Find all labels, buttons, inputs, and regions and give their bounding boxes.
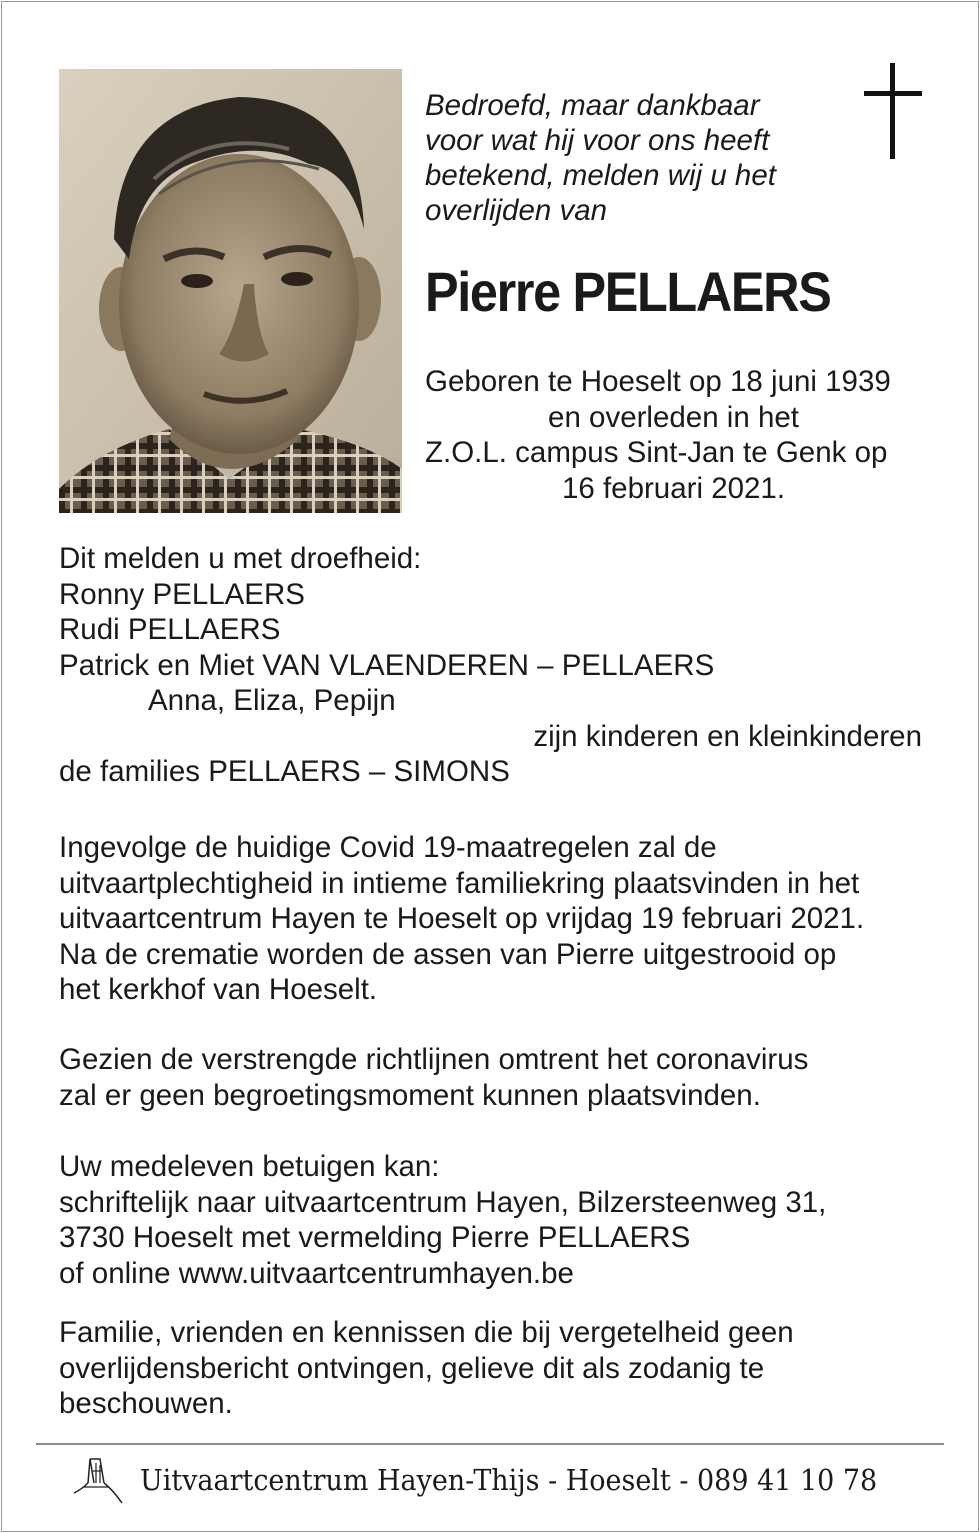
paragraph-line: uitvaartcentrum Hayen te Hoeselt op vrijdag 19 februari 2021. [59,902,865,935]
grandchildren-line: Anna, Eliza, Pepijn [148,684,396,717]
born-line: Geboren te Hoeselt op 18 juni 1939 [425,365,891,398]
birth-death-details [425,364,922,506]
born-line: 16 februari 2021. [561,471,786,505]
born-line: Z.O.L. campus Sint-Jan te Genk op [425,436,888,469]
footer-contact: Uitvaartcentrum Hayen-Thijs - Hoeselt - 089 41 10 78 [140,1463,878,1497]
intro-text [425,88,845,228]
paragraph-line: Gezien de verstrengde richtlijnen omtrent het coronavirus [59,1043,809,1076]
intro-line: voor wat hij voor ons heeft [425,124,770,157]
paragraph-line: beschouwen. [59,1387,233,1420]
closing-paragraph [59,1315,929,1422]
paragraph-line: Uw medeleven betuigen kan: [59,1150,440,1183]
mourner-line: Ronny PELLAERS [59,577,305,611]
funeral-home-logo-icon [70,1453,126,1507]
paragraph-line: 3730 Hoeselt met vermelding Pierre PELLAERS [59,1221,691,1254]
intro-line: Bedroefd, maar dankbaar [425,89,760,122]
born-line: en overleden in het [548,400,799,434]
families-line: de families PELLAERS – SIMONS [59,755,510,788]
cross-icon [864,63,922,159]
condolences-paragraph [59,1149,929,1291]
paragraph-line: Na de crematie worden de assen van Pierre uitgestrooid op [59,937,837,971]
footer-divider [36,1443,944,1445]
paragraph-line: Familie, vrienden en kennissen die bij vergetelheid geen [59,1316,794,1349]
portrait-photo [59,69,402,513]
relation-line: zijn kinderen en kleinkinderen [533,719,922,753]
mourner-line: Patrick en Miet VAN VLAENDEREN – PELLAERS [59,648,715,682]
paragraph-line: zal er geen begroetingsmoment kunnen plaatsvinden. [59,1078,761,1112]
mourner-line: Rudi PELLAERS [59,613,281,646]
guidelines-paragraph [59,1042,929,1113]
paragraph-line: schriftelijk naar uitvaartcentrum Hayen, Bilzersteenweg 31, [59,1185,827,1219]
paragraph-line: of online www.uitvaartcentrumhayen.be [59,1256,574,1290]
intro-line: overlijden van [425,194,608,227]
paragraph-line: overlijdensbericht ontvingen, gelieve dit als zodanig te [59,1351,765,1385]
paragraph-line: uitvaartplechtigheid in intieme familiekring plaatsvinden in het [59,866,860,900]
paragraph-line: Ingevolge de huidige Covid 19-maatregelen zal de [59,831,717,864]
paragraph-line: het kerkhof van Hoeselt. [59,973,378,1006]
deceased-name: Pierre PELLAERS [425,260,831,323]
mourners-heading: Dit melden u met droefheid: [59,542,422,575]
covid-paragraph [59,830,929,1008]
mourners-list [59,541,929,790]
intro-line: betekend, melden wij u het [425,159,776,192]
